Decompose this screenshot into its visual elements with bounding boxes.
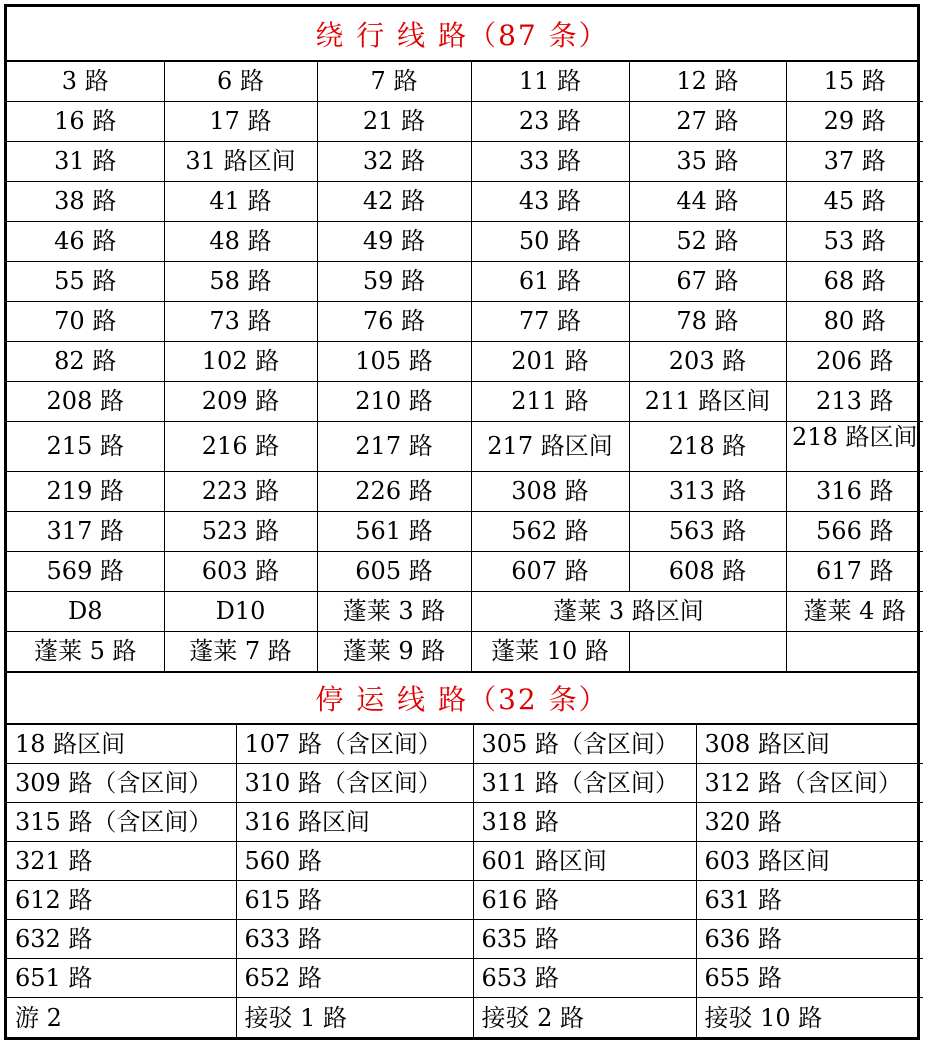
route-cell: 蓬莱 10 路	[471, 632, 629, 672]
route-cell: 211 路	[471, 382, 629, 422]
route-cell: 309 路（含区间）	[7, 764, 236, 803]
route-cell: 631 路	[696, 881, 923, 920]
route-cell: 601 路区间	[473, 842, 696, 881]
route-cell: 蓬莱 7 路	[164, 632, 317, 672]
table-row	[7, 262, 923, 302]
table-row	[7, 881, 923, 920]
route-cell: 310 路（含区间）	[236, 764, 473, 803]
table-row	[7, 632, 923, 672]
table-row	[7, 920, 923, 959]
route-cell: 蓬莱 9 路	[317, 632, 471, 672]
route-cell: 80 路	[786, 302, 923, 342]
route-cell: 605 路	[317, 552, 471, 592]
route-cell: 201 路	[471, 342, 629, 382]
route-cell: 接驳 2 路	[473, 998, 696, 1039]
route-cell: 615 路	[236, 881, 473, 920]
table-row	[7, 382, 923, 422]
table-row	[7, 62, 923, 102]
route-cell: 接驳 10 路	[696, 998, 923, 1039]
route-cell: 53 路	[786, 222, 923, 262]
route-cell: 50 路	[471, 222, 629, 262]
route-cell: 68 路	[786, 262, 923, 302]
route-cell: 18 路区间	[7, 725, 236, 764]
table-row	[7, 142, 923, 182]
route-cell: 560 路	[236, 842, 473, 881]
table-row	[7, 842, 923, 881]
route-cell: 67 路	[629, 262, 786, 302]
table-row	[7, 302, 923, 342]
route-cell: 44 路	[629, 182, 786, 222]
route-cell: D8	[7, 592, 164, 632]
route-cell: 209 路	[164, 382, 317, 422]
route-cell: 313 路	[629, 472, 786, 512]
route-cell: 562 路	[471, 512, 629, 552]
route-cell: 蓬莱 3 路区间	[471, 592, 786, 632]
route-cell: 23 路	[471, 102, 629, 142]
route-cell	[629, 632, 786, 672]
table-row	[7, 725, 923, 764]
route-cell: 58 路	[164, 262, 317, 302]
table-row	[7, 552, 923, 592]
route-cell: 318 路	[473, 803, 696, 842]
route-cell: 608 路	[629, 552, 786, 592]
route-cell: 308 路区间	[696, 725, 923, 764]
route-cell: 206 路	[786, 342, 923, 382]
table-row	[7, 512, 923, 552]
stopped-section-title: 停 运 线 路（32 条）	[7, 671, 917, 725]
route-cell: 210 路	[317, 382, 471, 422]
table-row	[7, 764, 923, 803]
table-row	[7, 592, 923, 632]
table-row	[7, 342, 923, 382]
route-cell: 16 路	[7, 102, 164, 142]
route-notice-table	[4, 4, 920, 1040]
route-cell: 31 路	[7, 142, 164, 182]
route-cell: 61 路	[471, 262, 629, 302]
route-cell: 635 路	[473, 920, 696, 959]
route-cell: 617 路	[786, 552, 923, 592]
route-cell: 523 路	[164, 512, 317, 552]
route-cell: 563 路	[629, 512, 786, 552]
route-cell: 317 路	[7, 512, 164, 552]
route-cell: 31 路区间	[164, 142, 317, 182]
route-cell: 43 路	[471, 182, 629, 222]
route-cell: 316 路区间	[236, 803, 473, 842]
route-cell: 42 路	[317, 182, 471, 222]
route-cell: 17 路	[164, 102, 317, 142]
route-cell: 48 路	[164, 222, 317, 262]
route-cell: 49 路	[317, 222, 471, 262]
route-cell: 70 路	[7, 302, 164, 342]
table-row	[7, 182, 923, 222]
route-cell: 226 路	[317, 472, 471, 512]
route-cell: 211 路区间	[629, 382, 786, 422]
route-cell: 218 路	[629, 422, 786, 472]
route-cell: 3 路	[7, 62, 164, 102]
route-cell: 蓬莱 5 路	[7, 632, 164, 672]
route-cell: 223 路	[164, 472, 317, 512]
route-cell: 77 路	[471, 302, 629, 342]
route-cell: 105 路	[317, 342, 471, 382]
table-row	[7, 222, 923, 262]
route-cell: 636 路	[696, 920, 923, 959]
route-cell: 102 路	[164, 342, 317, 382]
route-cell: 38 路	[7, 182, 164, 222]
route-cell: 52 路	[629, 222, 786, 262]
route-cell: 203 路	[629, 342, 786, 382]
route-cell: 59 路	[317, 262, 471, 302]
table-row	[7, 472, 923, 512]
detour-section-title: 绕 行 线 路（87 条）	[7, 7, 917, 62]
route-cell: 320 路	[696, 803, 923, 842]
route-cell: 655 路	[696, 959, 923, 998]
table-row	[7, 998, 923, 1039]
route-cell: 游 2	[7, 998, 236, 1039]
route-cell: 接驳 1 路	[236, 998, 473, 1039]
route-cell: 55 路	[7, 262, 164, 302]
table-row	[7, 803, 923, 842]
route-cell: 37 路	[786, 142, 923, 182]
route-cell: 316 路	[786, 472, 923, 512]
route-cell: 107 路（含区间）	[236, 725, 473, 764]
route-cell: 29 路	[786, 102, 923, 142]
table-row	[7, 422, 923, 472]
route-cell: 632 路	[7, 920, 236, 959]
route-cell: 653 路	[473, 959, 696, 998]
route-cell: 315 路（含区间）	[7, 803, 236, 842]
route-cell: 311 路（含区间）	[473, 764, 696, 803]
table-row	[7, 959, 923, 998]
route-cell: 652 路	[236, 959, 473, 998]
route-cell: 213 路	[786, 382, 923, 422]
route-cell: 215 路	[7, 422, 164, 472]
route-cell: 603 路	[164, 552, 317, 592]
detour-routes-table	[7, 62, 923, 671]
route-cell: 603 路区间	[696, 842, 923, 881]
route-cell: 569 路	[7, 552, 164, 592]
route-cell: 41 路	[164, 182, 317, 222]
route-cell: 6 路	[164, 62, 317, 102]
route-cell: 蓬莱 3 路	[317, 592, 471, 632]
route-cell: 612 路	[7, 881, 236, 920]
route-cell: 219 路	[7, 472, 164, 512]
route-cell: 308 路	[471, 472, 629, 512]
route-cell: 616 路	[473, 881, 696, 920]
stopped-routes-table	[7, 725, 923, 1038]
route-cell: 208 路	[7, 382, 164, 422]
route-cell: 33 路	[471, 142, 629, 182]
route-cell: D10	[164, 592, 317, 632]
route-cell: 561 路	[317, 512, 471, 552]
route-cell: 217 路区间	[471, 422, 629, 472]
route-cell: 27 路	[629, 102, 786, 142]
route-cell: 7 路	[317, 62, 471, 102]
route-cell: 566 路	[786, 512, 923, 552]
route-cell: 651 路	[7, 959, 236, 998]
route-cell	[786, 632, 923, 672]
route-cell: 12 路	[629, 62, 786, 102]
route-cell: 46 路	[7, 222, 164, 262]
route-cell: 78 路	[629, 302, 786, 342]
route-cell: 32 路	[317, 142, 471, 182]
route-cell: 218 路区间	[786, 422, 923, 472]
route-cell: 305 路（含区间）	[473, 725, 696, 764]
route-cell: 21 路	[317, 102, 471, 142]
route-cell: 45 路	[786, 182, 923, 222]
route-cell: 217 路	[317, 422, 471, 472]
route-cell: 73 路	[164, 302, 317, 342]
route-cell: 607 路	[471, 552, 629, 592]
route-cell: 312 路（含区间）	[696, 764, 923, 803]
table-row	[7, 102, 923, 142]
route-cell: 15 路	[786, 62, 923, 102]
route-cell: 82 路	[7, 342, 164, 382]
route-cell: 35 路	[629, 142, 786, 182]
route-cell: 蓬莱 4 路	[786, 592, 923, 632]
route-cell: 216 路	[164, 422, 317, 472]
route-cell: 321 路	[7, 842, 236, 881]
route-cell: 11 路	[471, 62, 629, 102]
route-cell: 633 路	[236, 920, 473, 959]
route-cell: 76 路	[317, 302, 471, 342]
